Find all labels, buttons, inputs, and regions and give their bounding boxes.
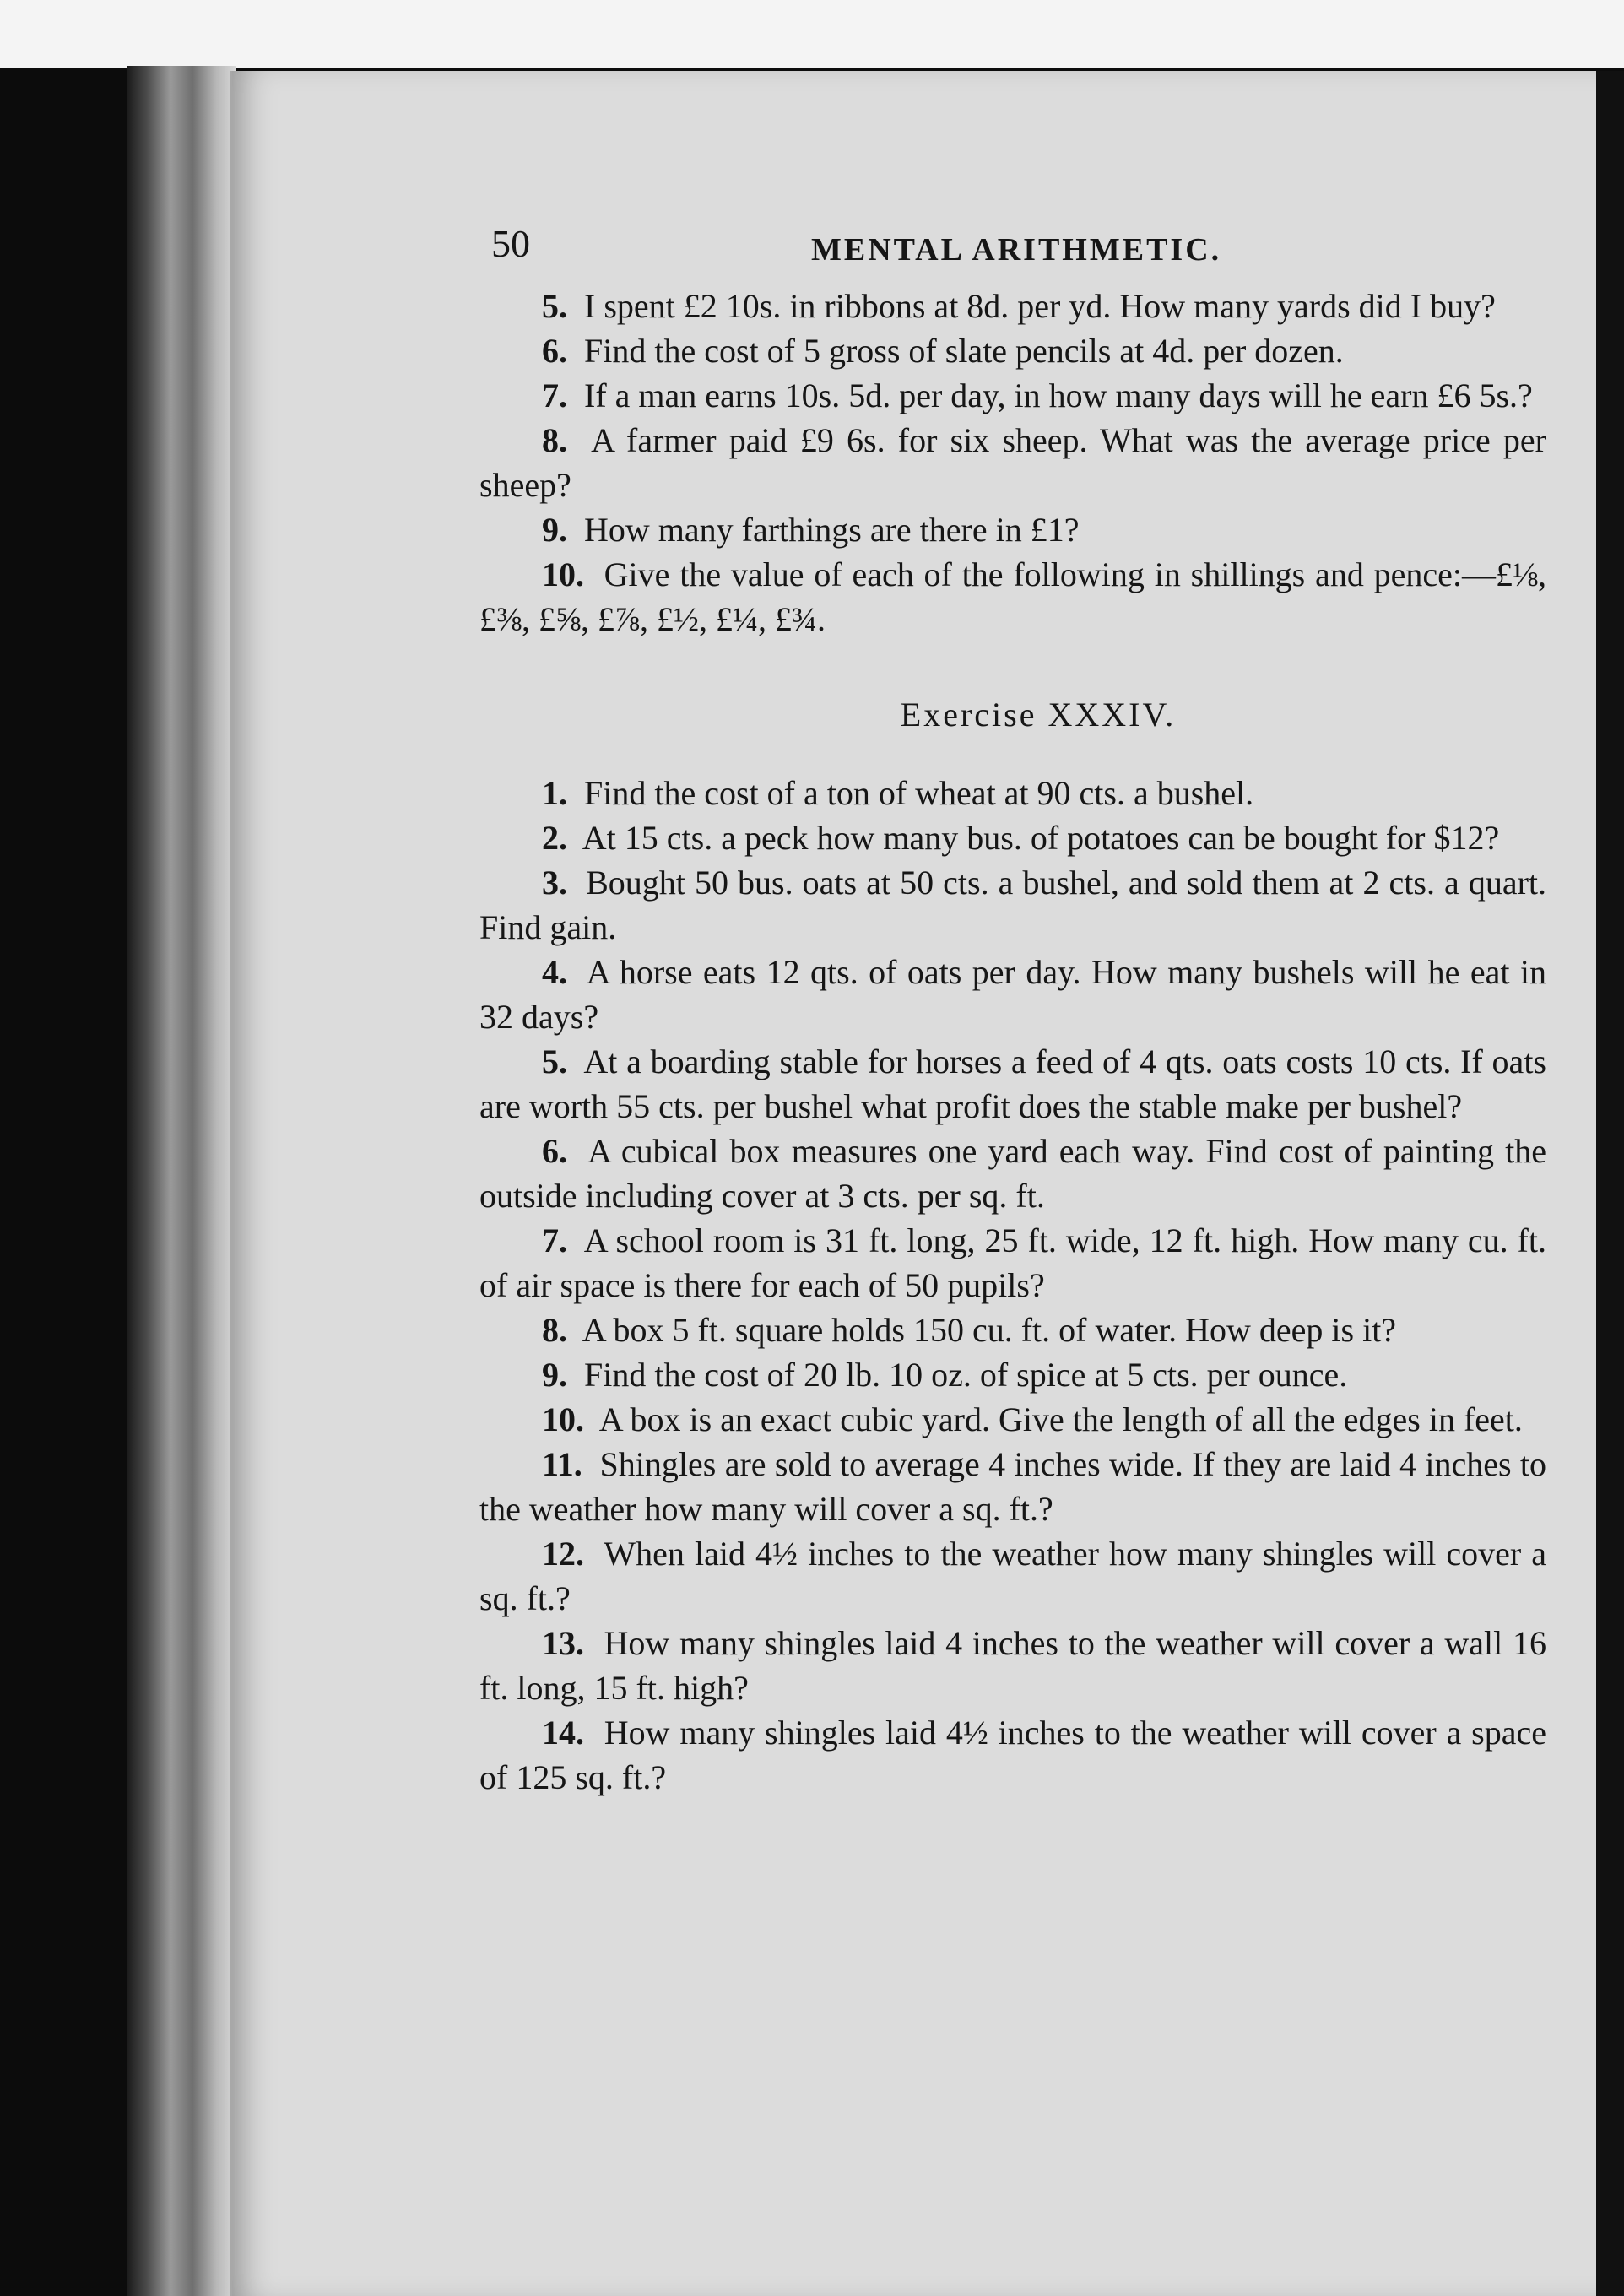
scan-top-margin [0, 0, 1624, 68]
scan-right-margin [1594, 71, 1624, 2296]
problem-item [479, 1352, 1546, 1397]
problem-number: 8. [542, 1311, 567, 1349]
problem-item [479, 771, 1546, 815]
problem-list-previous-exercise [479, 284, 1546, 642]
problem-text: Give the value of each of the following in shillings and pence:—£⅛, £⅜, £⅝, £⅞, £½, £¼, £¾. [479, 555, 1547, 638]
problem-text: Shingles are sold to average 4 inches wide. If they are laid 4 inches to the weather how many will cover a sq. ft.? [479, 1445, 1547, 1528]
running-title: MENTAL ARITHMETIC. [811, 232, 1222, 268]
problem-item [479, 1039, 1546, 1129]
problem-number: 10. [542, 1400, 584, 1438]
problem-number: 10. [542, 555, 584, 593]
problem-text: At a boarding stable for horses a feed of 4 qts. oats costs 10 cts. If oats are worth 55 cts. per bushel what profit does the stable make per bushel? [479, 1042, 1546, 1125]
problem-text: At 15 cts. a peck how many bus. of potatoes can be bought for $12? [582, 819, 1500, 857]
problem-text: When laid 4½ inches to the weather how many shingles will cover a sq. ft.? [479, 1535, 1547, 1617]
problem-text: How many shingles laid 4½ inches to the weather will cover a space of 125 sq. ft.? [479, 1714, 1547, 1796]
problem-item [479, 815, 1546, 860]
page-content [479, 221, 1546, 1800]
page-number: 50 [491, 222, 530, 265]
problem-number: 14. [542, 1714, 584, 1752]
problem-number: 5. [542, 287, 567, 325]
problem-number: 2. [542, 819, 567, 857]
problem-text: A box 5 ft. square holds 150 cu. ft. of water. How deep is it? [582, 1311, 1397, 1349]
problem-text: How many shingles laid 4 inches to the weather will cover a wall 16 ft. long, 15 ft. high? [479, 1624, 1546, 1707]
problem-number: 5. [542, 1042, 567, 1080]
problem-item [479, 418, 1546, 507]
problem-item [479, 373, 1546, 418]
problem-number: 1. [542, 774, 567, 812]
problem-item [479, 950, 1546, 1039]
problem-item [479, 1397, 1546, 1442]
problem-text: If a man earns 10s. 5d. per day, in how many days will he earn £6 5s.? [584, 376, 1533, 414]
problem-number: 8. [542, 421, 567, 459]
problem-item [479, 284, 1546, 328]
exercise-heading: Exercise XXXIV. [900, 696, 1177, 734]
problem-number: 11. [542, 1445, 582, 1483]
problem-text: A school room is 31 ft. long, 25 ft. wide, 12 ft. high. How many cu. ft. of air space is there for each of 50 pupils? [479, 1221, 1546, 1304]
problem-number: 6. [542, 332, 567, 370]
problem-text: A farmer paid £9 6s. for six sheep. What was the average price per sheep? [479, 421, 1546, 504]
problem-number: 12. [542, 1535, 584, 1573]
problem-number: 3. [542, 864, 567, 902]
problem-item [479, 1710, 1546, 1800]
problem-number: 9. [542, 1356, 567, 1394]
problem-item [479, 507, 1546, 552]
problem-item [479, 1621, 1546, 1710]
problem-text: Bought 50 bus. oats at 50 cts. a bushel, and sold them at 2 cts. a quart. Find gain. [479, 864, 1547, 946]
problem-text: A horse eats 12 qts. of oats per day. How many bushels will he eat in 32 days? [479, 953, 1546, 1036]
problem-text: How many farthings are there in £1? [584, 511, 1080, 549]
problem-text: Find the cost of 20 lb. 10 oz. of spice at 5 cts. per ounce. [584, 1356, 1348, 1394]
problem-item [479, 1308, 1546, 1352]
problem-text: Find the cost of 5 gross of slate pencils at 4d. per dozen. [584, 332, 1344, 370]
running-head [479, 221, 1546, 280]
problem-text: A box is an exact cubic yard. Give the length of all the edges in feet. [598, 1400, 1523, 1438]
problem-number: 13. [542, 1624, 584, 1662]
problem-item [479, 1129, 1546, 1218]
problem-item [479, 1531, 1546, 1621]
problem-item [479, 328, 1546, 373]
book-spine [127, 66, 236, 2296]
problem-number: 6. [542, 1132, 567, 1170]
problem-text: Find the cost of a ton of wheat at 90 cts. a bushel. [584, 774, 1254, 812]
problem-text: I spent £2 10s. in ribbons at 8d. per yd. How many yards did I buy? [584, 287, 1496, 325]
problem-item [479, 1218, 1546, 1308]
problem-text: A cubical box measures one yard each way. Find cost of painting the outside including cover at 3 cts. per sq. ft. [479, 1132, 1547, 1215]
problem-number: 4. [542, 953, 567, 991]
problem-number: 9. [542, 511, 567, 549]
problem-number: 7. [542, 1221, 567, 1259]
problem-item [479, 1442, 1546, 1531]
problem-list-exercise [479, 771, 1546, 1800]
problem-number: 7. [542, 376, 567, 414]
problem-item [479, 552, 1546, 642]
problem-item [479, 860, 1546, 950]
